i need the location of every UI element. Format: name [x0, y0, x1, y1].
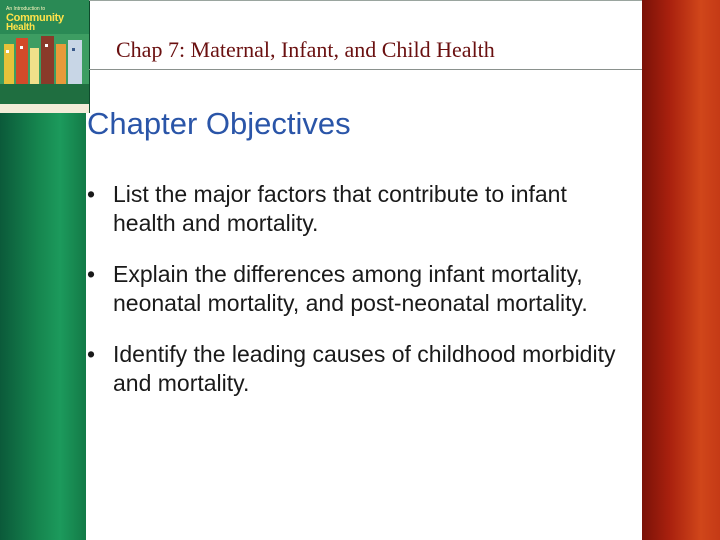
objectives-list: [87, 180, 627, 420]
header-bottom-rule: [89, 69, 642, 70]
objective-item: [87, 340, 627, 398]
objective-text: List the major factors that contribute to infant health and mortality.: [113, 181, 567, 236]
cover-subtitle: An Introduction to: [6, 6, 46, 12]
objective-text: Explain the differences among infant mortality, neonatal mortality, and post-neonatal mortality.: [113, 261, 588, 316]
header-top-rule: [89, 0, 642, 1]
cover-title-line2: Health: [6, 22, 35, 33]
bullet-icon: •: [87, 341, 96, 367]
book-cover-image: [0, 0, 90, 113]
right-accent-bar: [642, 0, 720, 540]
slide-heading: Chapter Objectives: [87, 106, 351, 141]
slide-header-title: Chap 7: Maternal, Infant, and Child Health: [116, 37, 495, 62]
bullet-icon: •: [87, 181, 96, 207]
cover-title-line1: Community: [6, 12, 64, 24]
bullet-icon: •: [87, 261, 96, 287]
objective-item: [87, 260, 627, 318]
objective-text: Identify the leading causes of childhood morbidity and mortality.: [113, 341, 616, 396]
objective-item: [87, 180, 627, 238]
